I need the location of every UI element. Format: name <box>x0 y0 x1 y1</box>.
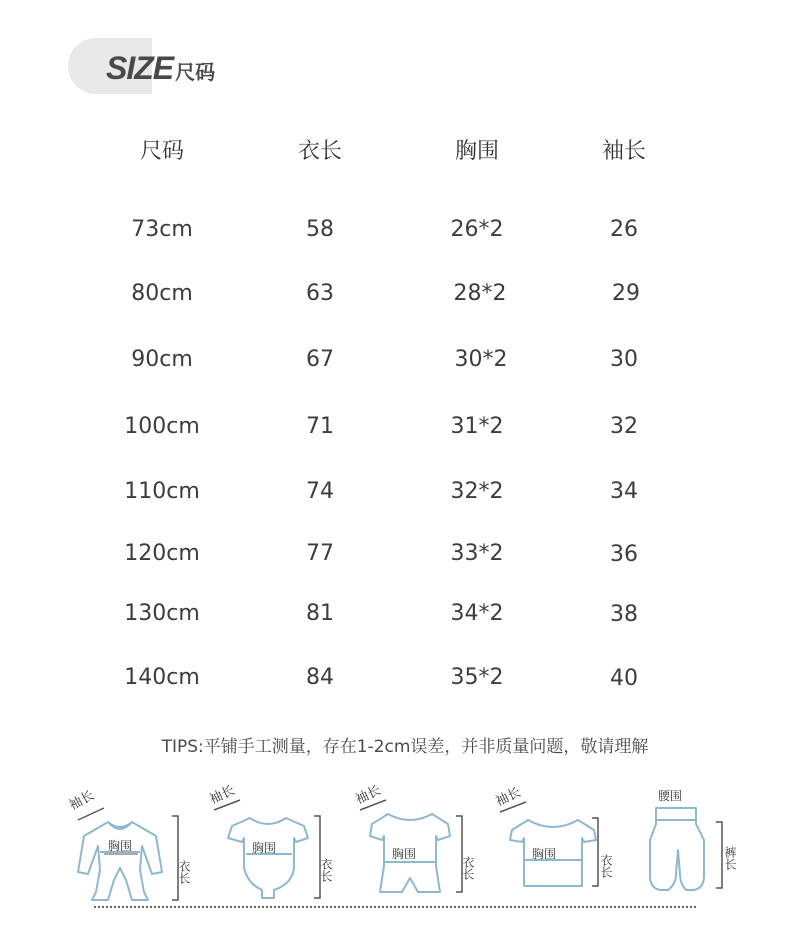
dotted-divider <box>94 906 696 908</box>
label-length-2: 衣长 <box>319 858 333 882</box>
column-header-length: 衣长 <box>297 139 342 164</box>
diagram-footed-romper <box>66 787 191 900</box>
cell-size: 80cm <box>131 281 193 306</box>
cell-chest: 28*2 <box>453 281 507 306</box>
diagram-footed-pants <box>650 789 737 890</box>
cell-sleeve: 26 <box>610 217 638 242</box>
cell-chest: 26*2 <box>450 217 504 242</box>
cell-chest: 33*2 <box>450 541 504 566</box>
label-sleeve: 袖长 <box>493 785 524 810</box>
cell-sleeve: 40 <box>610 666 638 691</box>
garment-diagrams <box>0 780 790 920</box>
footed-pants-outline-icon <box>650 808 704 890</box>
cell-size: 120cm <box>124 541 200 566</box>
cell-sleeve: 30 <box>610 347 638 372</box>
cell-length: 84 <box>306 665 334 690</box>
label-length-3: 衣长 <box>461 856 475 880</box>
cell-size: 73cm <box>131 217 193 242</box>
cell-chest: 35*2 <box>450 665 504 690</box>
cell-size: 110cm <box>124 479 200 504</box>
cell-length: 67 <box>306 347 334 372</box>
bodysuit-outline-icon <box>228 818 308 898</box>
page-title <box>106 48 215 94</box>
label-chest: 胸围 <box>108 839 133 853</box>
label-length-1: 衣长 <box>177 860 191 884</box>
diagram-bodysuit <box>207 782 333 898</box>
footed-romper-outline-icon <box>78 822 162 900</box>
label-chest: 胸围 <box>252 841 277 855</box>
label-sleeve: 袖长 <box>353 783 384 808</box>
label-waist: 腰围 <box>658 789 683 803</box>
diagram-short-top <box>493 784 613 886</box>
cell-size: 90cm <box>131 347 193 372</box>
label-sleeve: 袖长 <box>207 783 238 808</box>
cell-chest: 31*2 <box>450 414 504 439</box>
label-sleeve: 袖长 <box>66 788 97 814</box>
cell-length: 71 <box>306 414 334 439</box>
cell-sleeve: 38 <box>610 602 638 627</box>
label-length-4: 衣长 <box>599 854 613 878</box>
cell-chest: 30*2 <box>454 347 508 372</box>
cell-sleeve: 32 <box>610 414 638 439</box>
title-english: SIZE <box>106 50 174 86</box>
cell-size: 100cm <box>124 414 200 439</box>
cell-chest: 34*2 <box>450 601 504 626</box>
column-header-chest: 胸围 <box>454 139 499 164</box>
cell-length: 58 <box>306 217 334 242</box>
column-header-sleeve: 袖长 <box>601 139 646 164</box>
label-chest: 胸围 <box>392 847 417 861</box>
column-header-size: 尺码 <box>139 139 184 164</box>
label-chest: 胸围 <box>532 847 557 861</box>
cell-length: 74 <box>306 479 334 504</box>
cell-length: 81 <box>306 601 334 626</box>
cell-sleeve: 34 <box>610 479 638 504</box>
cell-length: 63 <box>306 281 334 306</box>
measurement-tips: TIPS:平铺手工测量，存在1-2cm误差，并非质量问题，敬请理解 <box>161 737 649 757</box>
diagram-short-romper <box>353 782 475 892</box>
title-chinese: 尺码 <box>175 60 216 84</box>
label-pants-length: 裤长 <box>723 846 737 870</box>
cell-sleeve: 36 <box>610 542 638 567</box>
cell-size: 140cm <box>124 665 200 690</box>
cell-chest: 32*2 <box>450 479 504 504</box>
cell-size: 130cm <box>124 601 200 626</box>
cell-sleeve: 29 <box>612 281 640 306</box>
cell-length: 77 <box>306 541 334 566</box>
